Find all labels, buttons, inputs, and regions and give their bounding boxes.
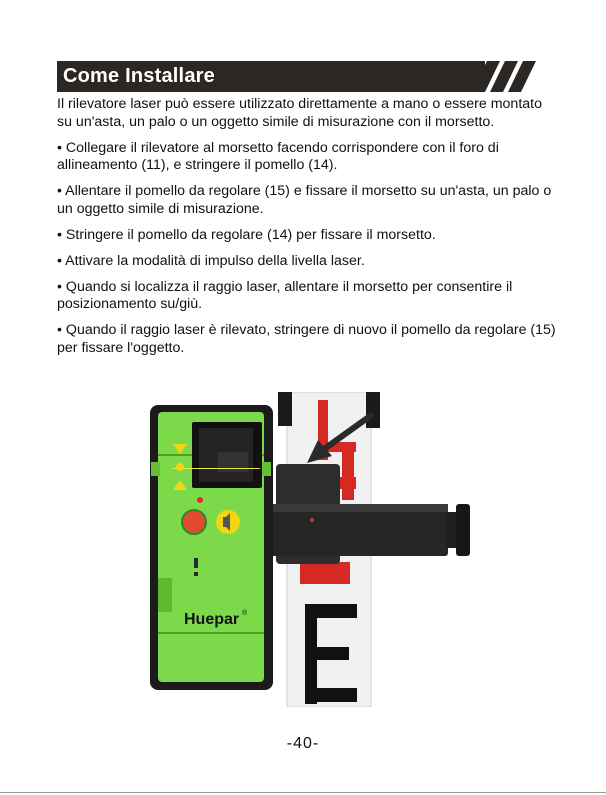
logo-trademark: ® [242, 610, 248, 617]
clip-right [366, 392, 380, 428]
section-title: Come Installare [63, 65, 215, 87]
step-item: • Quando si localizza il raggio laser, allentare il morsetto per consentire il posizionamento su/giù. [57, 278, 513, 312]
step-item: • Allentare il pomello da regolare (15) e fissare il morsetto su un'asta, un palo o un oggetto simile di misurazione. [57, 183, 552, 217]
brand-logo: Huepar [184, 611, 240, 628]
step-item: • Stringere il pomello da regolare (14) per fissare il morsetto. [57, 226, 436, 243]
step-item: • Attivare la modalità di impulso della livella laser. [57, 252, 365, 269]
intro-paragraph: Il rilevatore laser può essere utilizzato direttamente a mano o essere montato su un'asta, un palo o un oggetto simile di misurazione con il morsetto. [57, 96, 542, 130]
step-item: • Quando il raggio laser è rilevato, stringere di nuovo il pomello da regolare (15) per fissare l'oggetto. [57, 322, 556, 356]
step-item: • Collegare il rilevatore al morsetto facendo corrispondere con il foro di allineamento (11), e stringere il pomello (14). [57, 139, 499, 173]
clip-left [278, 392, 292, 426]
section-header [57, 61, 547, 92]
laser-detector [150, 405, 273, 690]
detector-mounted-on-rod-illustration [150, 392, 475, 707]
page-bottom-rule [0, 792, 606, 793]
page-number: -40- [286, 735, 320, 752]
header-slash-decoration [475, 61, 547, 92]
instructions-body [57, 96, 557, 366]
